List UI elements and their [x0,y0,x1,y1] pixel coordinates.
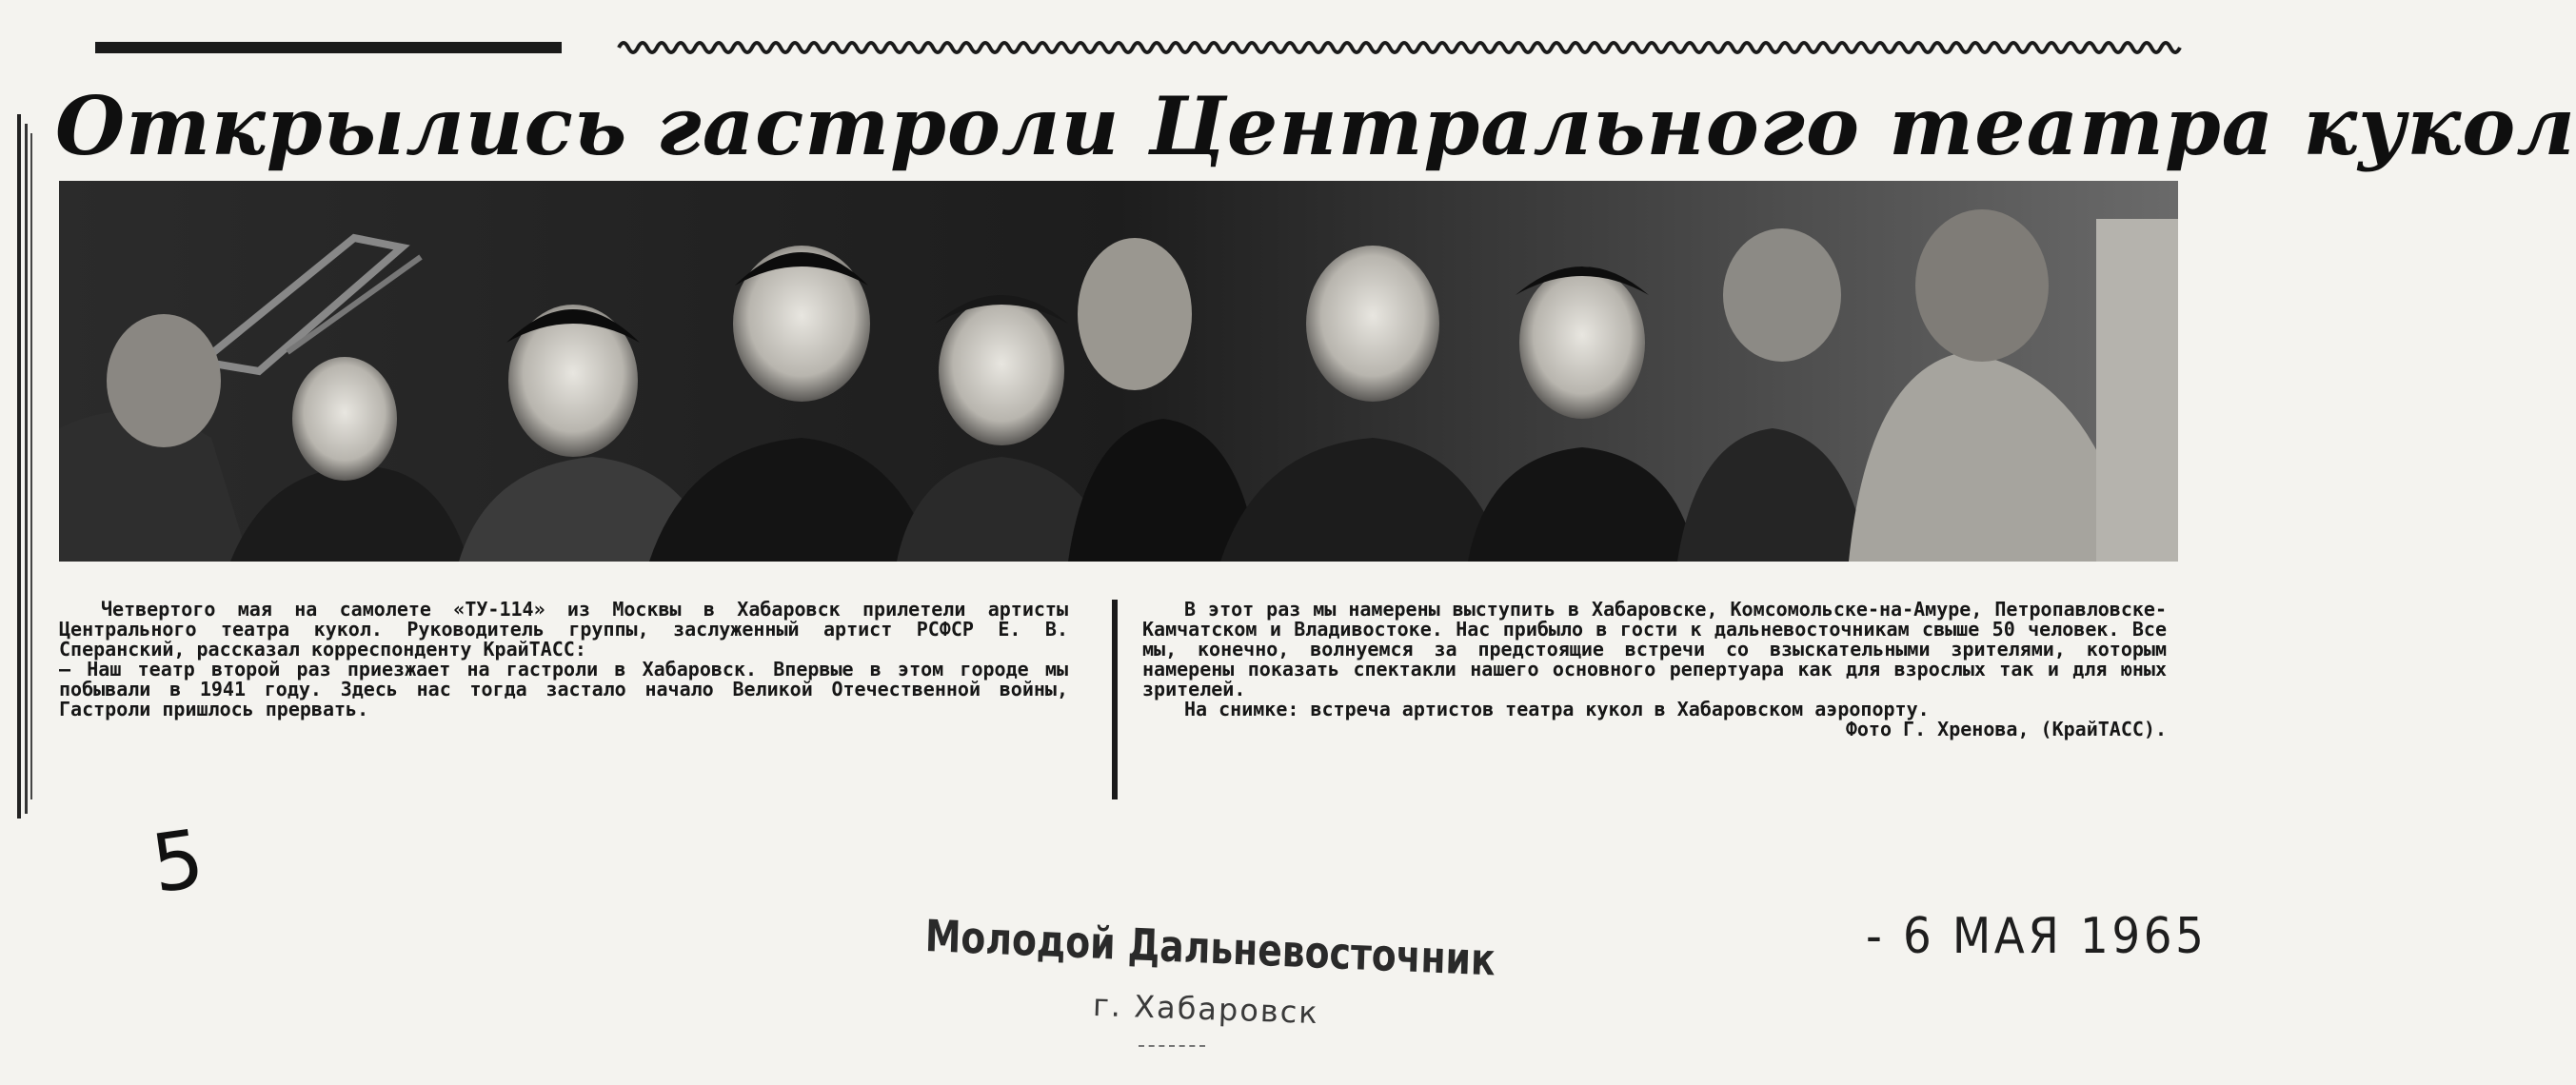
article-column-right [1142,600,2167,740]
handwritten-number: 5 [146,811,210,912]
article-paragraph: — Наш театр второй раз приезжает на гастроли в Хабаровск. Впервые в этом городе мы побывали в 1941 году. Здесь нас тогда застало начало Великой Отечественной войны, Гастроли пришлось прервать. [59,658,1068,720]
article-paragraph: Четвертого мая на самолете «ТУ-114» из Москвы в Хабаровск прилетели артисты Центрального театра кукол. Руководитель группы, заслуженный артист РСФСР Е. В. Сперанский, рассказал корреспонденту КрайТАСС: [59,598,1068,661]
article-paragraph: В этот раз мы намерены выступить в Хабаровске, Комсомольске-на-Амуре, Петропавловске-Камчатском и Владивостоке. Нас прибыло в гости к дальневосточникам свыше 50 человек. Все мы, конечно, волнуемся за предстоящие встречи со взыскательными зрителями, которым намерены показать спектакли нашего основного репертуара как для взрослых так и для юных зрителей. [1142,598,2167,700]
newspaper-stamp: Молодой Дальневосточник [924,910,1496,986]
group-photo-icon [59,181,2178,562]
photo-credit: Фото Г. Хренова, (КрайТАСС). [1845,718,2167,740]
top-rule [95,42,562,53]
stamp-divider [1139,1045,1205,1049]
article-column-left [59,600,1068,720]
column-divider [1112,600,1118,799]
group-photo [59,181,2178,562]
headline: Открылись гастроли Центрального театра кукол [55,79,2576,173]
wavy-rule [619,36,2180,59]
margin-bar [30,133,32,799]
photo-caption: На снимке: встреча артистов театра кукол в Хабаровском аэропорту. [1184,698,1930,720]
margin-bar [25,124,28,814]
margin-bar [17,114,21,819]
stamp-city: г. Хабаровск [1092,986,1320,1032]
date-stamp: - 6 МАЯ 1965 [1866,908,2208,965]
